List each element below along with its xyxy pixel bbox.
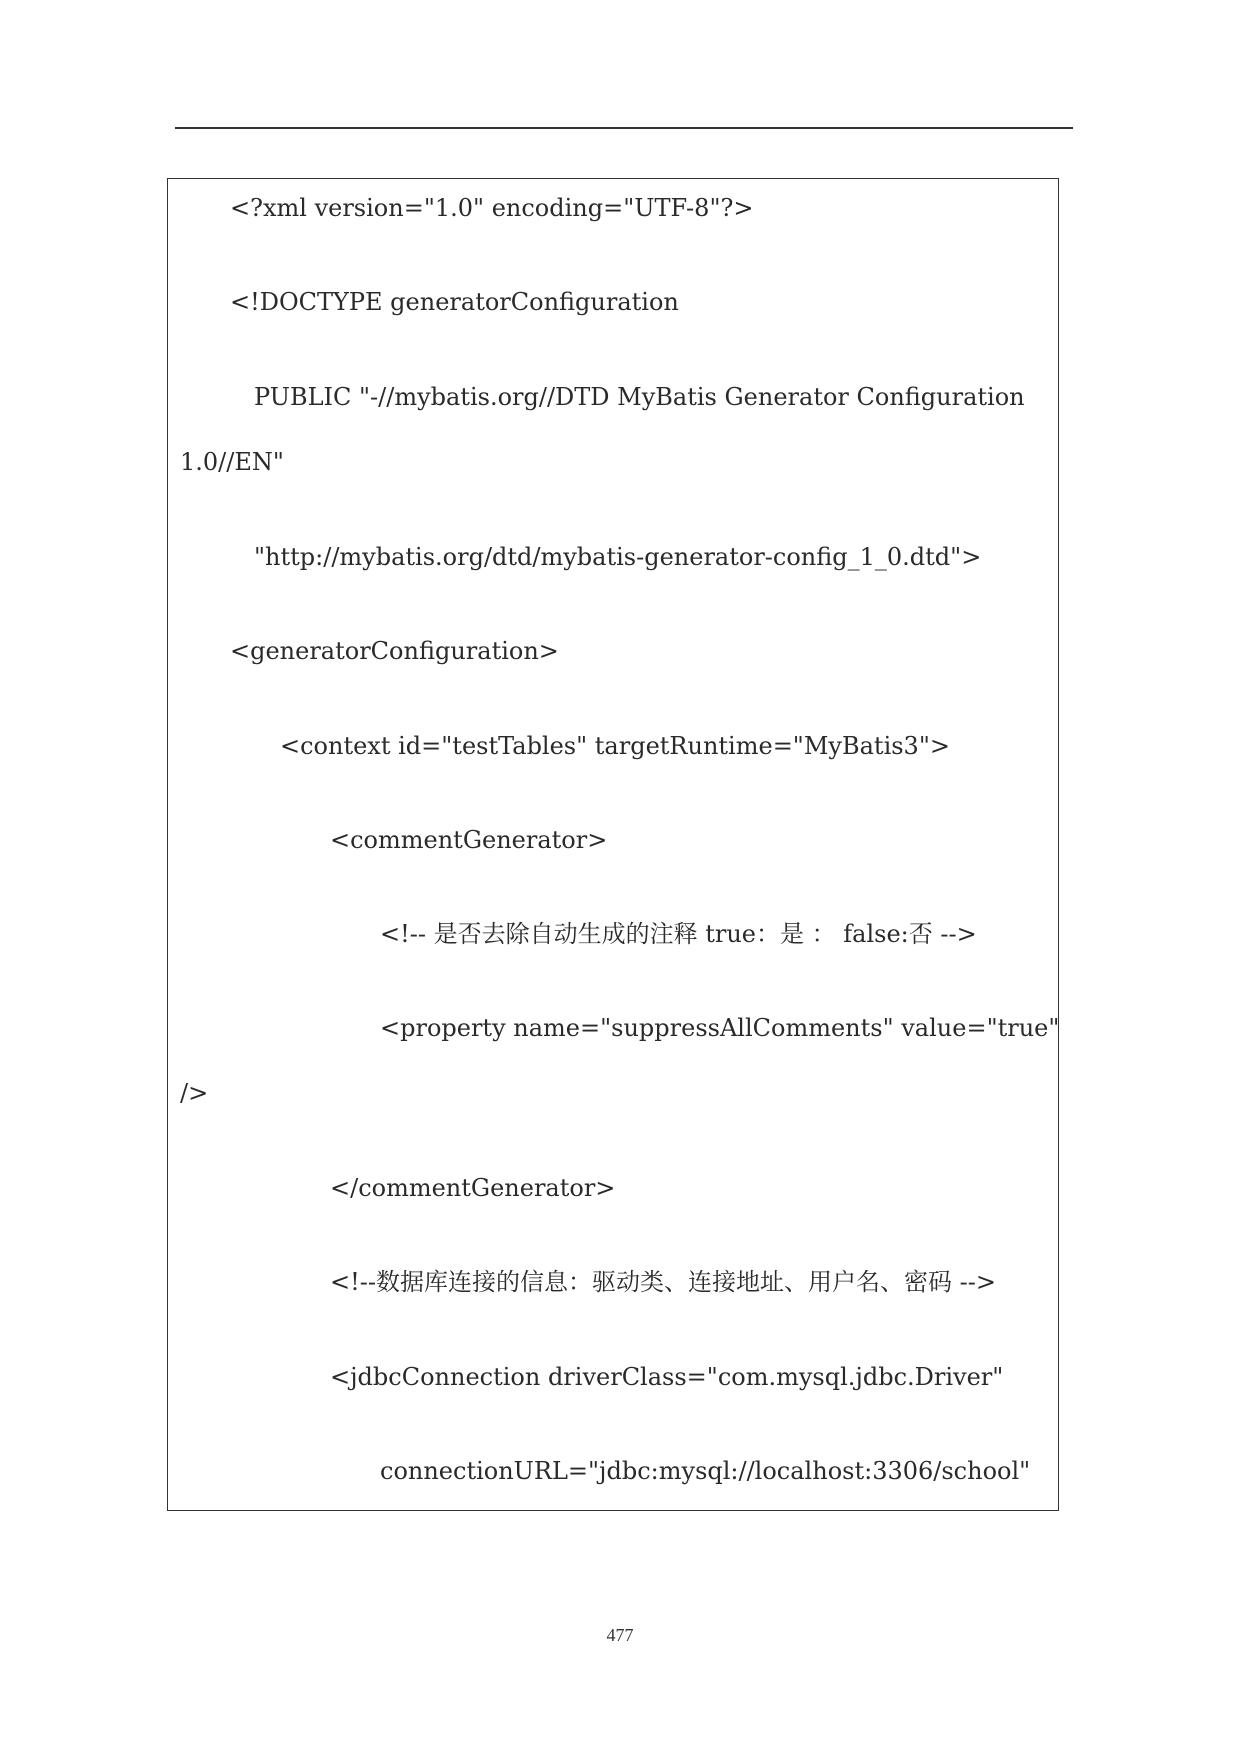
code-line: <!DOCTYPE generatorConfiguration: [230, 288, 679, 316]
code-line: <!-- 是否去除自动生成的注释 true：是 ： false:否 -->: [380, 920, 977, 948]
code-line: <?xml version="1.0" encoding="UTF-8"?>: [230, 194, 754, 222]
code-line: "http://mybatis.org/dtd/mybatis-generator-config_1_0.dtd">: [254, 543, 982, 571]
code-line: <property name="suppressAllComments" value="true": [380, 1014, 1060, 1042]
code-line: <context id="testTables" targetRuntime="MyBatis3">: [280, 732, 950, 760]
code-line: </commentGenerator>: [330, 1174, 616, 1202]
code-line: <commentGenerator>: [330, 826, 608, 854]
code-line: <generatorConfiguration>: [230, 637, 559, 665]
code-line: connectionURL="jdbc:mysql://localhost:3306/school": [380, 1457, 1031, 1485]
header-rule: [175, 127, 1073, 129]
page-number: 477: [606, 1625, 634, 1645]
code-line: <!--数据库连接的信息：驱动类、连接地址、用户名、密码 -->: [330, 1268, 996, 1296]
code-line: 1.0//EN": [180, 448, 284, 476]
code-line: <jdbcConnection driverClass="com.mysql.jdbc.Driver": [330, 1363, 1004, 1391]
code-block: [167, 178, 1059, 1511]
code-line: />: [180, 1079, 209, 1107]
code-line: PUBLIC "-//mybatis.org//DTD MyBatis Generator Configuration: [254, 383, 1025, 411]
